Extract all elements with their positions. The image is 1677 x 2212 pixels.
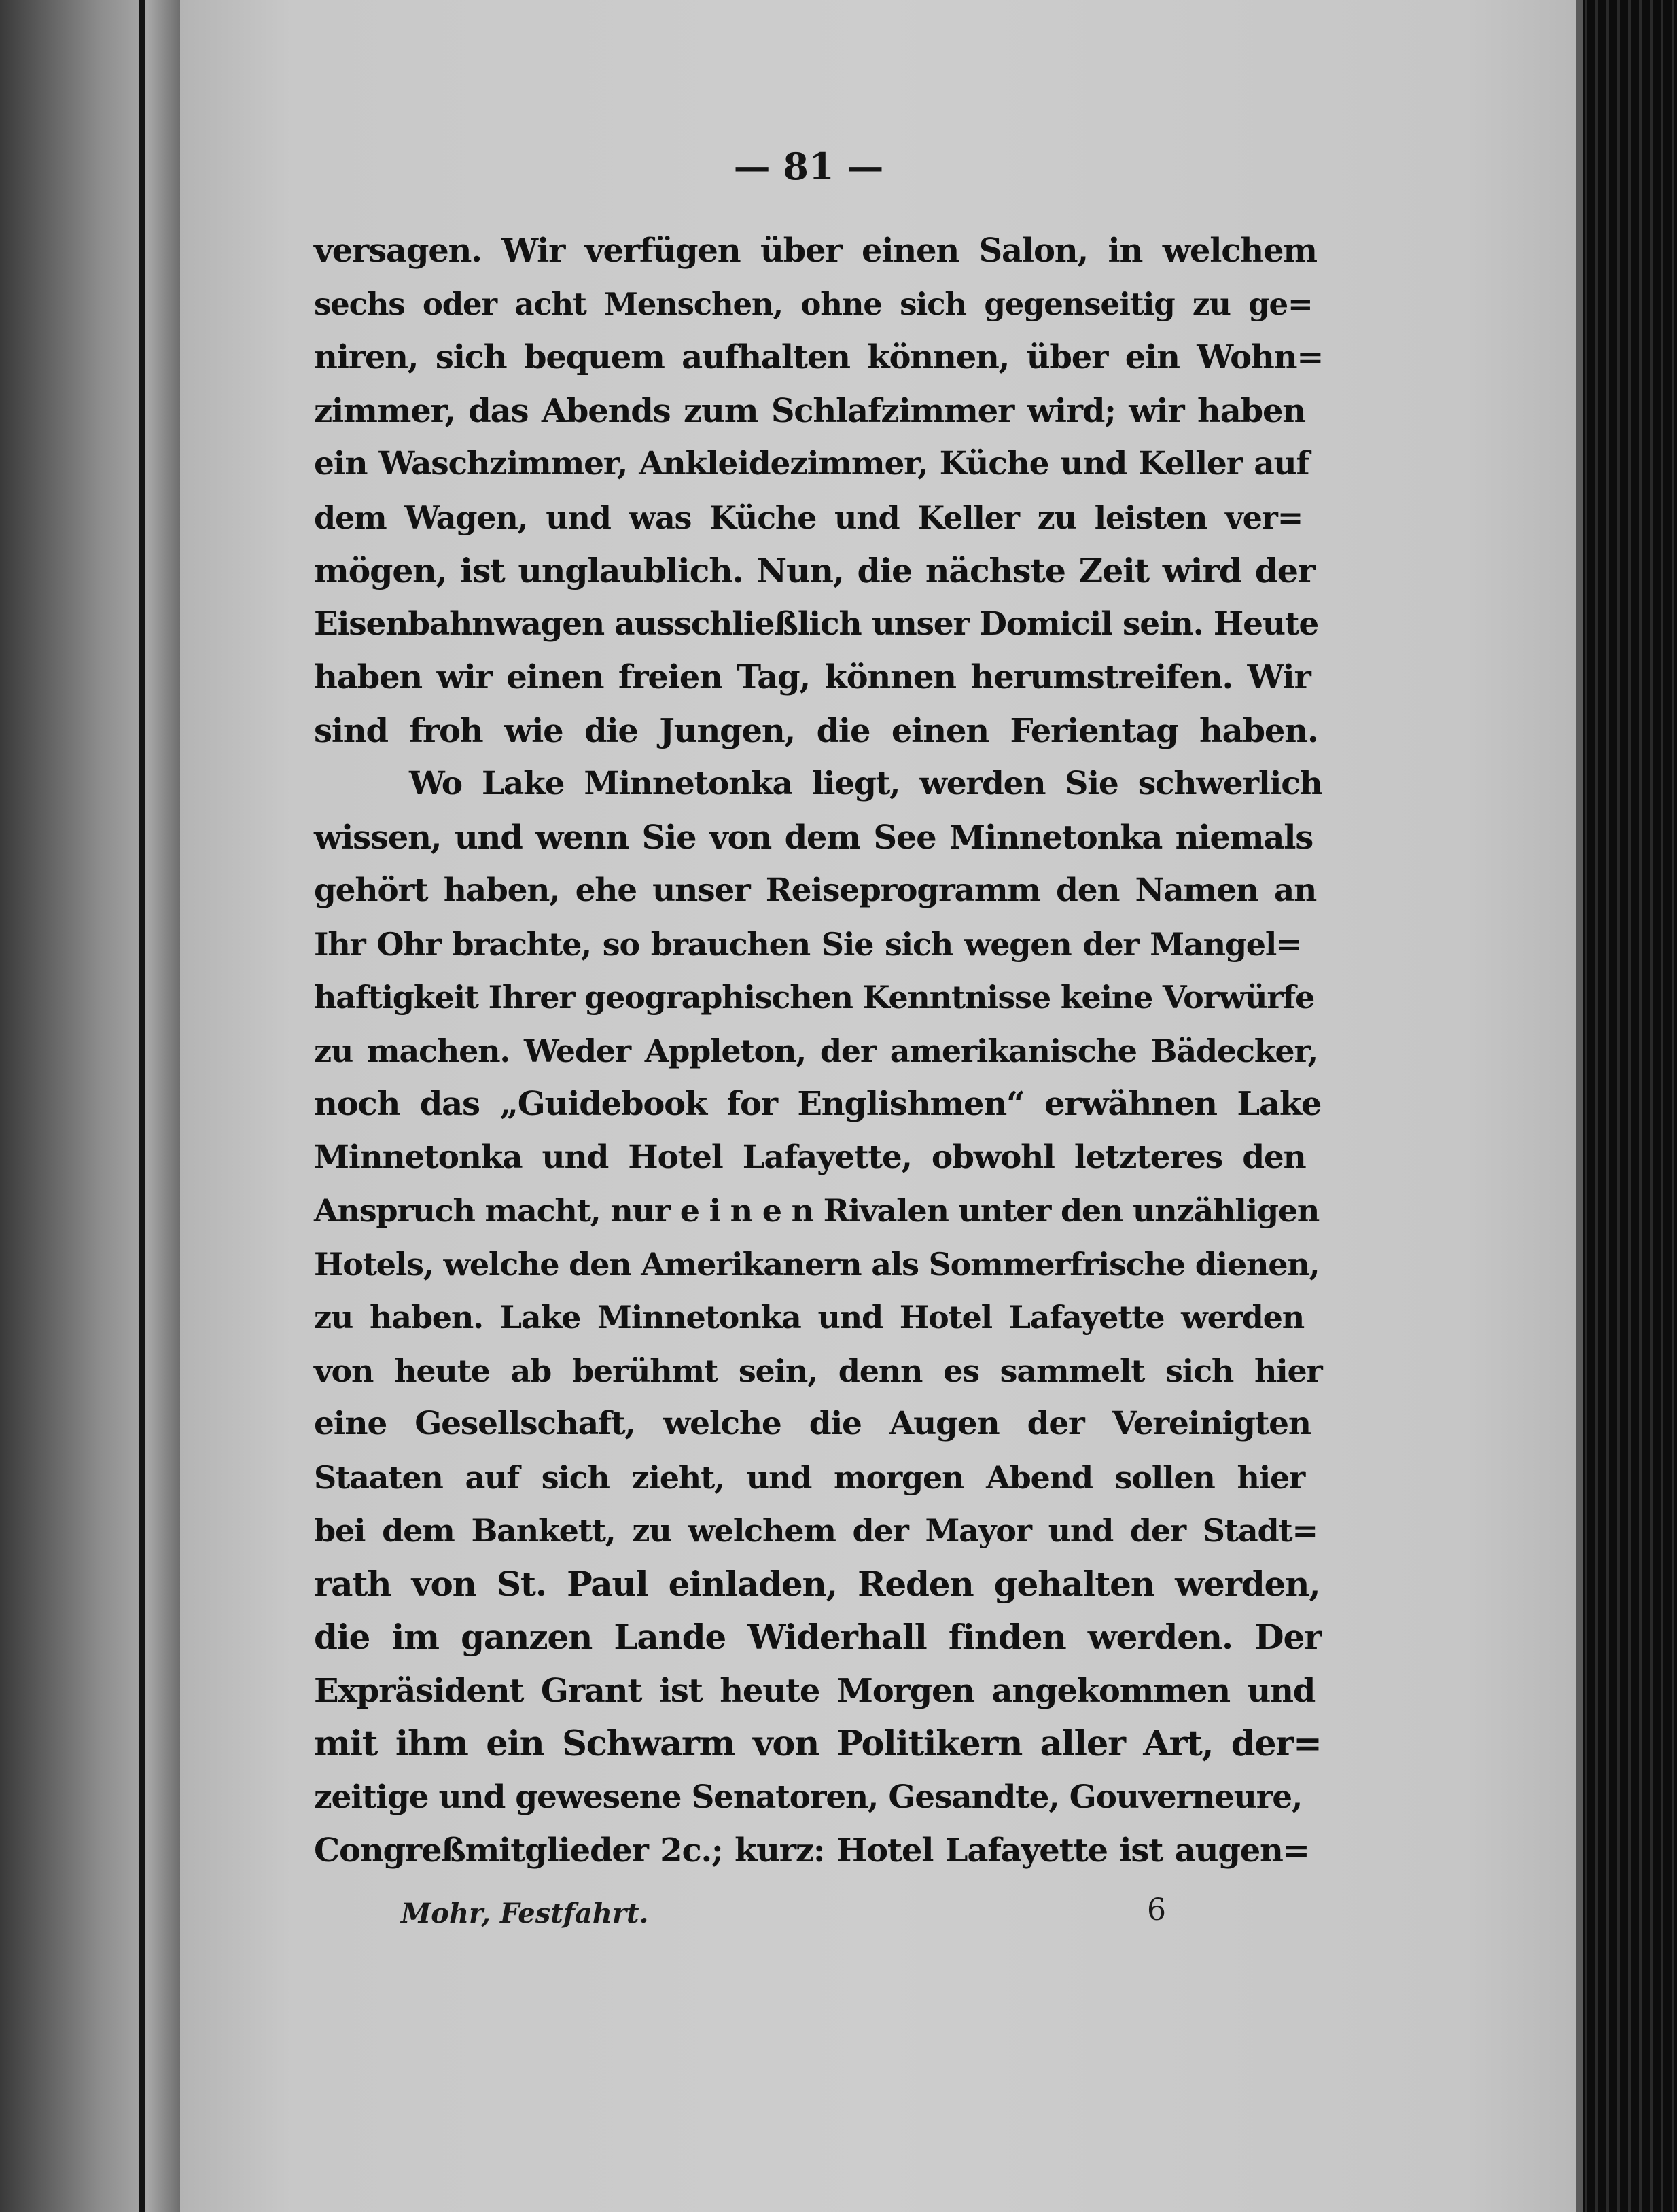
page-number: — 81 — xyxy=(733,145,884,188)
text-line: gehört haben, ehe unser Reiseprogramm den Namen an xyxy=(314,872,1317,909)
page-edge-shadow xyxy=(1576,0,1583,2212)
gutter-line xyxy=(139,0,145,2212)
text-line: haben wir einen freien Tag, können herumstreifen. Wir xyxy=(314,658,1311,696)
text-line: Expräsident Grant ist heute Morgen angekommen und xyxy=(314,1671,1316,1710)
text-line: Congreßmitglieder 2c.; kurz: Hotel Lafayette ist augen= xyxy=(314,1832,1309,1870)
text-line: versagen. Wir verfügen über einen Salon, in welchem xyxy=(314,232,1317,270)
text-line: wissen, und wenn Sie von dem See Minnetonka niemals xyxy=(314,818,1313,857)
text-line: mit ihm ein Schwarm von Politikern aller Art, der= xyxy=(314,1724,1322,1764)
text-line: eine Gesellschaft, welche die Augen der Vereinigten xyxy=(314,1405,1311,1442)
text-line: zeitige und gewesene Senatoren, Gesandte, Gouverneure, xyxy=(314,1778,1303,1816)
text-line: ein Waschzimmer, Ankleidezimmer, Küche und Keller auf xyxy=(314,445,1309,482)
text-line: niren, sich bequem aufhalten können, über ein Wohn= xyxy=(314,338,1324,376)
text-line: Wo Lake Minnetonka liegt, werden Sie schwerlich xyxy=(409,765,1322,802)
text-line: Anspruch macht, nur e i n e n Rivalen unter den unzähligen xyxy=(314,1192,1320,1229)
text-line: rath von St. Paul einladen, Reden gehalten werden, xyxy=(314,1563,1320,1604)
text-line: Minnetonka und Hotel Lafayette, obwohl letzteres den xyxy=(314,1138,1306,1176)
text-line: von heute ab berühmt sein, denn es sammelt sich hier xyxy=(314,1352,1322,1389)
text-line: Staaten auf sich zieht, und morgen Abend sollen hier xyxy=(314,1459,1305,1496)
text-line: sechs oder acht Menschen, ohne sich gegenseitig zu ge= xyxy=(314,285,1313,322)
text-line: zu machen. Weder Appleton, der amerikanische Bädecker, xyxy=(314,1032,1318,1069)
text-line: bei dem Bankett, zu welchem der Mayor und der Stadt= xyxy=(314,1512,1318,1549)
footer-sheet-number: 6 xyxy=(1147,1893,1166,1927)
text-line: zimmer, das Abends zum Schlafzimmer wird; wir haben xyxy=(314,391,1305,430)
text-line: dem Wagen, und was Küche und Keller zu leisten ver= xyxy=(314,499,1303,536)
text-line: Hotels, welche den Amerikanern als Sommerfrische dienen, xyxy=(314,1245,1320,1283)
text-line: mögen, ist unglaublich. Nun, die nächste Zeit wird der xyxy=(314,551,1315,590)
body-text xyxy=(314,224,1323,1878)
text-line: zu haben. Lake Minnetonka und Hotel Lafayette werden xyxy=(314,1299,1304,1336)
text-line: noch das „Guidebook for Englishmen“ erwähnen Lake xyxy=(314,1085,1322,1123)
text-line: Eisenbahnwagen ausschließlich unser Domicil sein. Heute xyxy=(314,605,1319,643)
text-line: sind froh wie die Jungen, die einen Ferientag haben. xyxy=(314,711,1318,750)
text-line: Ihr Ohr brachte, so brauchen Sie sich wegen der Mangel= xyxy=(314,925,1302,963)
book-spine-left xyxy=(0,0,180,2212)
page-edges-right xyxy=(1576,0,1677,2212)
text-line: die im ganzen Lande Widerhall finden werden. Der xyxy=(314,1617,1322,1657)
text-line: haftigkeit Ihrer geographischen Kenntnisse keine Vorwürfe xyxy=(314,979,1315,1016)
footer-signature: Mohr, Festfahrt. xyxy=(401,1897,649,1929)
